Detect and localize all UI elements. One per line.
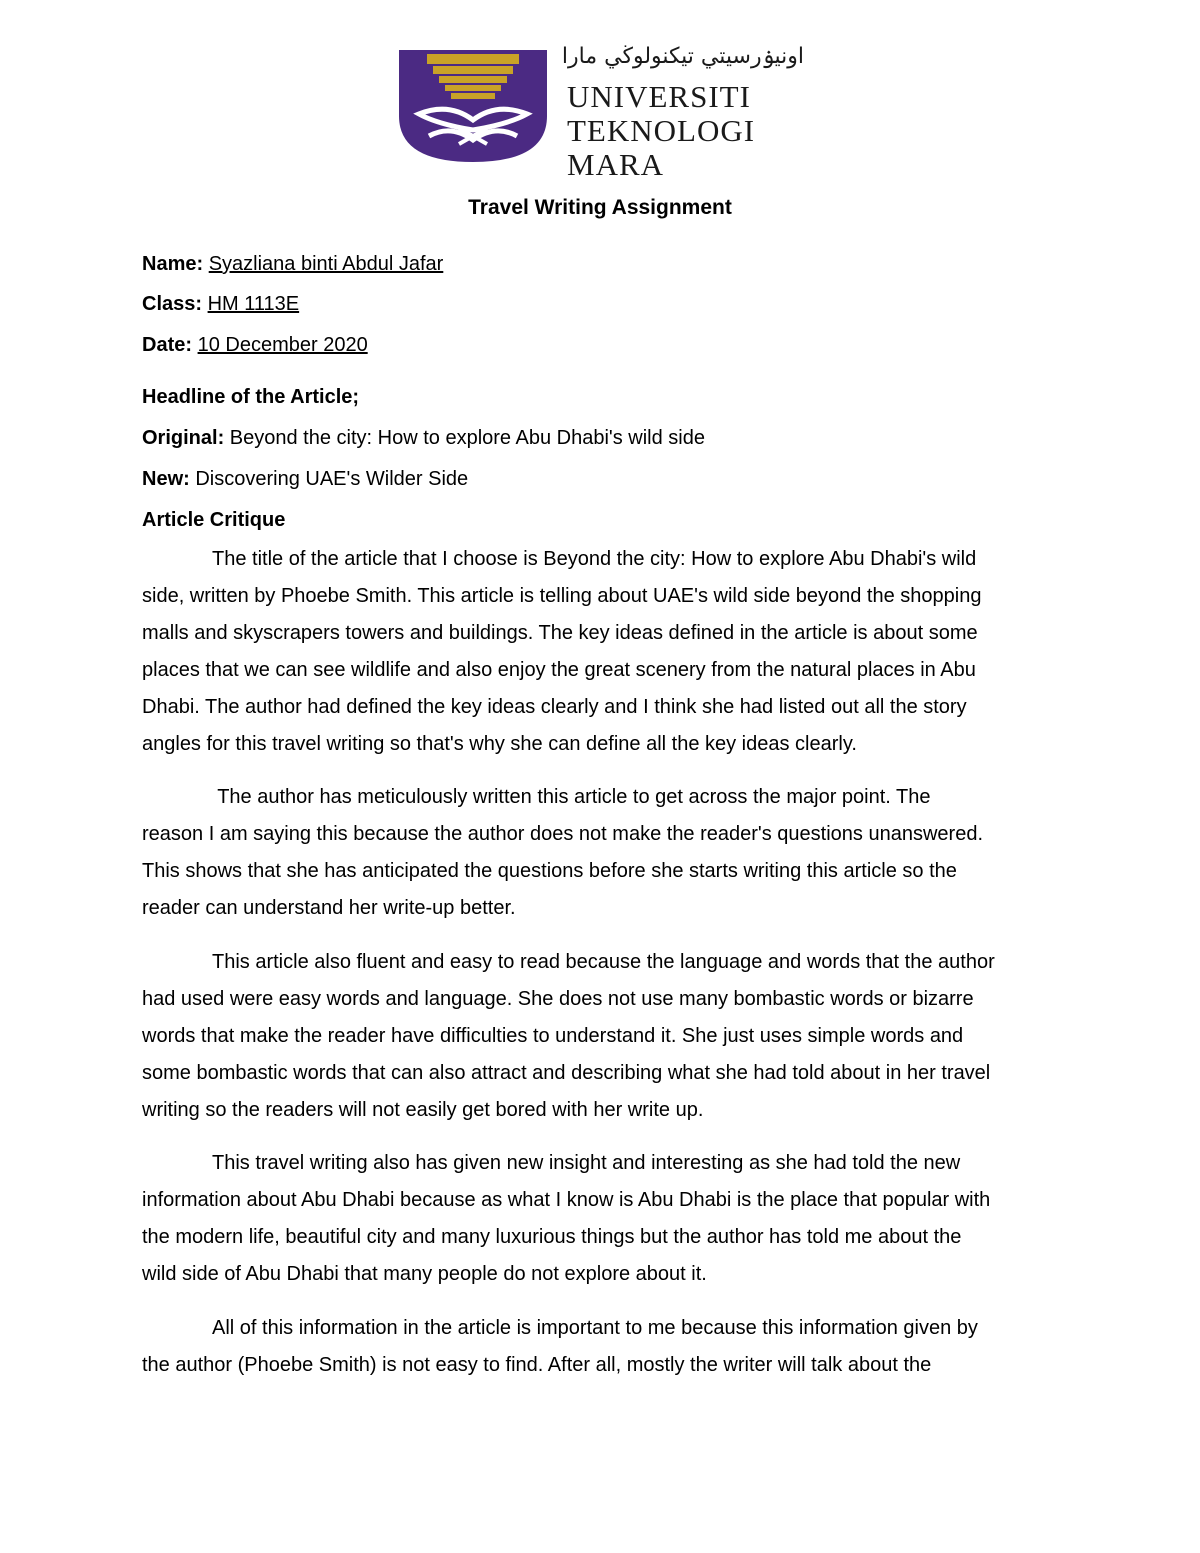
name-label: Name: (142, 253, 204, 275)
new-headline (142, 467, 468, 491)
paragraph-line: This travel writing also has given new insight and interesting as she had told the new (212, 1152, 961, 1174)
headline-heading-text: Headline of the Article; (142, 386, 360, 408)
paragraph-line: writing so the readers will not easily get bored with her write up. (142, 1099, 704, 1121)
class-field (142, 292, 299, 316)
new-value: Discovering UAE's Wilder Side (195, 468, 469, 490)
name-field (142, 252, 443, 276)
logo-wordmark (567, 80, 755, 182)
paragraph-line: information about Abu Dhabi because as what I know is Abu Dhabi is the place that popular with (142, 1189, 991, 1211)
paragraph-line: All of this information in the article is important to me because this information given by (212, 1317, 978, 1339)
date-label: Date: (142, 334, 193, 356)
paragraph-line: wild side of Abu Dhabi that many people do not explore about it. (142, 1263, 707, 1285)
critique-paragraph-3 (142, 944, 1072, 1129)
critique-heading (142, 508, 285, 532)
paragraph-line: The author has meticulously written this article to get across the major point. The (212, 786, 931, 808)
date-field (142, 333, 368, 357)
paragraph-line: reason I am saying this because the author does not make the reader's questions unanswered. (142, 823, 983, 845)
page-title: Travel Writing Assignment (468, 196, 732, 219)
paragraph-line: This article also fluent and easy to read because the language and words that the author (212, 951, 995, 973)
paragraph-line: had used were easy words and language. She does not use many bombastic words or bizarre (142, 988, 974, 1010)
critique-paragraph-2 (142, 779, 1072, 927)
paragraph-line: the modern life, beautiful city and many luxurious things but the author has told me about the (142, 1226, 962, 1248)
headline-heading (142, 385, 359, 409)
class-label: Class: (142, 293, 203, 315)
logo-line-1: UNIVERSITI (567, 79, 751, 114)
university-logo (399, 44, 811, 182)
logo-jawi: اونيۏرسيتي تيكنولوڬي مارا (561, 44, 804, 69)
paragraph-line: This shows that she has anticipated the questions before she starts writing this article so the (142, 860, 957, 882)
paragraph-line: malls and skyscrapers towers and buildings. The key ideas defined in the article is about some (142, 622, 978, 644)
class-value: HM 1113E (207, 293, 300, 315)
logo-line-2: TEKNOLOGI (567, 113, 756, 148)
paragraph-line: some bombastic words that can also attract and describing what she had told about in her travel (142, 1062, 991, 1084)
date-value: 10 December 2020 (197, 334, 368, 356)
paragraph-line: places that we can see wildlife and also enjoy the great scenery from the natural places in Abu (142, 659, 976, 681)
paragraph-line: the author (Phoebe Smith) is not easy to find. After all, mostly the writer will talk about the (142, 1354, 932, 1376)
logo-line-3: MARA (567, 147, 665, 182)
critique-paragraph-4 (142, 1145, 1072, 1293)
paragraph-line: side, written by Phoebe Smith. This article is telling about UAE's wild side beyond the shopping (142, 585, 982, 607)
original-value: Beyond the city: How to explore Abu Dhabi's wild side (229, 427, 705, 449)
critique-heading-text: Article Critique (142, 509, 286, 531)
paragraph-line: reader can understand her write-up better. (142, 897, 516, 919)
paragraph-line: words that make the reader have difficulties to understand it. She just uses simple words and (142, 1025, 964, 1047)
paragraph-line: Dhabi. The author had defined the key ideas clearly and I think she had listed out all the story (142, 696, 967, 718)
paragraph-line: The title of the article that I choose is Beyond the city: How to explore Abu Dhabi's wild (212, 548, 977, 570)
new-label: New: (142, 468, 190, 490)
original-label: Original: (142, 427, 225, 449)
critique-paragraph-5 (142, 1310, 1072, 1384)
paragraph-line: angles for this travel writing so that's why she can define all the key ideas clearly. (142, 733, 857, 755)
original-headline (142, 426, 705, 450)
critique-paragraph-1 (142, 541, 1072, 763)
uitm-emblem-icon (399, 44, 547, 164)
name-value: Syazliana binti Abdul Jafar (208, 253, 444, 275)
